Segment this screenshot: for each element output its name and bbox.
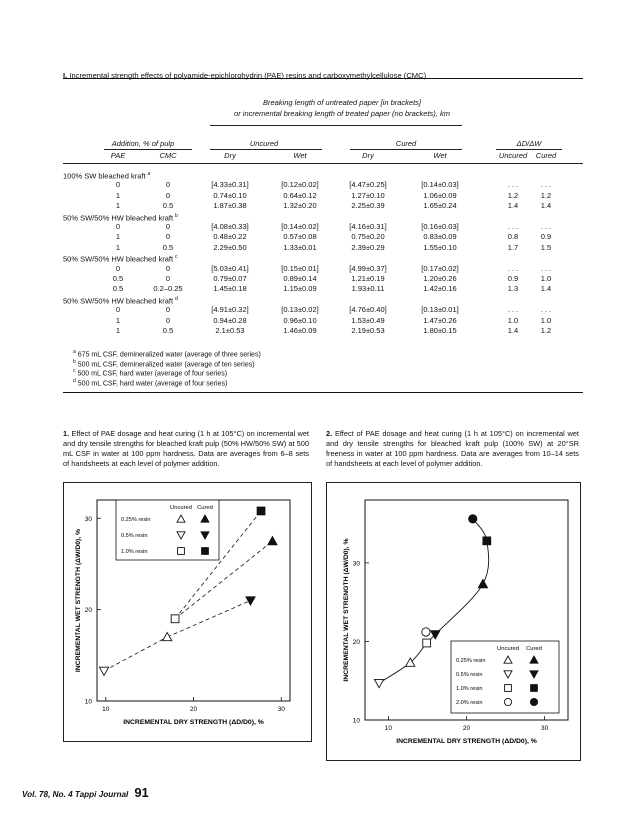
table-cell: [0.13±0.01] bbox=[421, 305, 459, 315]
x-tick-label: 30 bbox=[540, 725, 549, 732]
table-cell: 1.4 bbox=[540, 284, 552, 294]
table-cell: 1.33±0.01 bbox=[283, 242, 317, 252]
table-cell: 1 bbox=[115, 326, 121, 335]
table-cell: 1.2 bbox=[540, 326, 552, 335]
table-cell: 1.42±0.16 bbox=[423, 284, 457, 294]
table-cell: 2.25±0.39 bbox=[351, 201, 385, 211]
table-cell: 0 bbox=[165, 274, 171, 283]
table-cell: 0 bbox=[115, 222, 121, 231]
y-tick-label: 20 bbox=[352, 638, 360, 646]
figure1-caption-text: Effect of PAE dosage and heat curing (1 h at 105°C) on incremental wet and dry tensile strengths for bleached kraft pulp (50% HW/50% SW) at 500 mL CSF in water at 100 ppm hardness. Data are averages from 6–8 sets of handsheets at each level of polymer addition. bbox=[63, 429, 309, 468]
uncured-wet-subheader: Wet bbox=[293, 151, 307, 160]
span-head-rule bbox=[210, 125, 462, 126]
footnote-text: 675 mL CSF, demineralized water (average of three series) bbox=[77, 351, 261, 359]
table-cell: [4.91±0.32] bbox=[211, 305, 249, 315]
footnote-mark: b bbox=[73, 358, 76, 365]
table-cell: 1.5 bbox=[540, 242, 552, 252]
y-tick-label: 20 bbox=[84, 607, 92, 615]
legend-uncured-header: Uncured bbox=[497, 646, 519, 652]
table-cell: 0.2–0.25 bbox=[153, 284, 183, 294]
table-cell: 1.06±0.09 bbox=[423, 190, 457, 200]
square-marker bbox=[171, 615, 179, 623]
table-cell: . . . bbox=[540, 263, 552, 273]
cured-rule bbox=[350, 149, 462, 150]
table-cell: 1.4 bbox=[507, 326, 519, 335]
figure1-chart bbox=[64, 483, 311, 741]
table-cell: 1.93±0.11 bbox=[351, 284, 385, 294]
triangle-up-marker bbox=[268, 537, 277, 545]
legend-item-label: 1.0% resin bbox=[121, 549, 148, 555]
legend-item-label: 0.5% resin bbox=[456, 672, 483, 678]
table-cell: 0 bbox=[115, 180, 121, 190]
x-tick-label: 30 bbox=[277, 706, 285, 713]
legend-item-label: 1.0% resin bbox=[456, 686, 483, 692]
table-cell: . . . bbox=[507, 180, 519, 190]
table-cell: [5.03±0.41] bbox=[211, 263, 249, 273]
table-cell: 1.3 bbox=[507, 284, 519, 294]
x-tick-label: 20 bbox=[189, 706, 198, 713]
x-axis-label: INCREMENTAL DRY STRENGTH (ΔD/D0), % bbox=[396, 738, 537, 745]
y-axis-label: INCREMENTAL WET STRENGTH (ΔW/D0), % bbox=[75, 528, 82, 673]
y-axis-label: INCREMENTAL WET STRENGTH (ΔW/D0), % bbox=[343, 538, 350, 682]
table-cell: 0 bbox=[115, 263, 121, 273]
page-number: 91 bbox=[134, 785, 149, 800]
table-cell: 2.29±0.50 bbox=[213, 242, 247, 252]
table-cell: 1.4 bbox=[507, 201, 519, 211]
figure2-chart bbox=[327, 483, 580, 760]
figure2-number: 2. bbox=[326, 429, 333, 438]
table-cell: 0.48±0.22 bbox=[213, 232, 247, 242]
group-label bbox=[63, 212, 178, 223]
table-cell: 0.5 bbox=[112, 274, 124, 283]
table-cell: 0.5 bbox=[112, 284, 124, 294]
footnote-mark: c bbox=[73, 368, 76, 375]
x-tick-label: 10 bbox=[384, 725, 393, 732]
table-cell: 1.46±0.09 bbox=[283, 326, 317, 335]
table-cell: [0.14±0.03] bbox=[421, 180, 459, 190]
table-cell: 0 bbox=[165, 180, 171, 190]
addition-header: Addition, % of pulp bbox=[111, 139, 175, 148]
trend-line bbox=[104, 637, 167, 671]
table-cell: 0.5 bbox=[162, 242, 174, 252]
table-cell: 1.4 bbox=[540, 201, 552, 211]
table-cell: 0.5 bbox=[162, 326, 174, 335]
footnote-text: 500 mL CSF, demineralized water (average of ten series) bbox=[77, 360, 255, 368]
legend-item-label: 0.5% resin bbox=[121, 533, 148, 539]
uncured-header: Uncured bbox=[249, 139, 279, 148]
triangle-down-marker bbox=[374, 679, 383, 687]
figure2-caption bbox=[326, 429, 579, 469]
legend-uncured-header: Uncured bbox=[170, 505, 192, 511]
table-number: I. bbox=[63, 71, 68, 80]
square-marker bbox=[178, 548, 185, 555]
table-cell: 1.47±0.26 bbox=[423, 315, 457, 325]
triangle-up-marker bbox=[163, 632, 172, 640]
circle-marker bbox=[504, 698, 511, 705]
table-cell: 0 bbox=[115, 305, 121, 315]
figure1-frame bbox=[63, 482, 312, 742]
table-cell: [4.08±0.33] bbox=[211, 222, 249, 231]
table-cell: 1.15±0.09 bbox=[283, 284, 317, 294]
cured-header: Cured bbox=[395, 139, 417, 148]
table-cell: 2.19±0.53 bbox=[351, 326, 385, 335]
table-cell: 0 bbox=[165, 190, 171, 200]
circle-marker bbox=[530, 698, 537, 705]
table-cell: 0.9 bbox=[507, 274, 519, 283]
table-cell: 1 bbox=[115, 201, 121, 211]
table-cell: 0.79±0.07 bbox=[213, 274, 247, 283]
table-cell: 1.65±0.24 bbox=[423, 201, 457, 211]
table-cell: 0.8 bbox=[507, 232, 519, 242]
table-cell: . . . bbox=[507, 305, 519, 315]
table-cell: 0.74±0.10 bbox=[213, 190, 247, 200]
table-cell: 1.55±0.10 bbox=[423, 242, 457, 252]
figure2-frame bbox=[326, 482, 581, 761]
ratio-rule bbox=[496, 149, 562, 150]
ratio-header: ΔD/ΔW bbox=[516, 139, 542, 148]
table-cell: 1.0 bbox=[507, 315, 519, 325]
table-cell: . . . bbox=[540, 222, 552, 231]
footnote bbox=[73, 377, 227, 388]
table-cell: 1.21±0.19 bbox=[351, 274, 385, 283]
figure2-caption-text: Effect of PAE dosage and heat curing (1 h at 105°C) on incremental wet and dry tensile strengths for bleached kraft pulp (100% SW) at 20°SR freeness in water at 100 ppm hardness. Data are averages from 10–14 sets of handsheets at each level of polymer addition. bbox=[326, 429, 579, 468]
circle-marker bbox=[469, 515, 477, 523]
table-cell: 0.94±0.28 bbox=[213, 315, 247, 325]
group-label-text: 50% SW/50% HW bleached kraft bbox=[63, 213, 174, 223]
cured-wet-subheader: Wet bbox=[433, 151, 447, 160]
uncured-rule bbox=[210, 149, 322, 150]
table-cell: [4.47±0.25] bbox=[349, 180, 387, 190]
group-label bbox=[63, 295, 178, 306]
table-cell: 0.64±0.12 bbox=[283, 190, 317, 200]
header-rule bbox=[63, 163, 583, 164]
square-marker bbox=[483, 537, 491, 545]
x-axis-label: INCREMENTAL DRY STRENGTH (ΔD/D0), % bbox=[123, 719, 264, 726]
figure1-caption bbox=[63, 429, 309, 469]
triangle-down-marker bbox=[99, 667, 108, 675]
table-cell: 0.75±0.20 bbox=[351, 232, 385, 242]
table-cell: [4.99±0.37] bbox=[349, 263, 387, 273]
table-cell: [0.17±0.02] bbox=[421, 263, 459, 273]
table-cell: 1.2 bbox=[507, 190, 519, 200]
group-label bbox=[63, 253, 178, 264]
footnote-text: 500 mL CSF, hard water (average of four series) bbox=[77, 380, 228, 388]
table-cell: 2.1±0.53 bbox=[215, 326, 245, 335]
table-cell: [0.12±0.02] bbox=[281, 180, 319, 190]
table-cell: 1.0 bbox=[540, 274, 552, 283]
table-cell: 0 bbox=[165, 315, 171, 325]
table-cell: . . . bbox=[507, 222, 519, 231]
figure1-number: 1. bbox=[63, 429, 70, 438]
uncured-dry-subheader: Dry bbox=[224, 151, 236, 160]
table-cell: . . . bbox=[540, 180, 552, 190]
table-cell: 1.0 bbox=[540, 315, 552, 325]
circle-marker bbox=[422, 628, 430, 636]
span-head-2: or incremental breaking length of treated paper (no brackets), km bbox=[234, 109, 450, 118]
group-label bbox=[63, 170, 150, 181]
ratio-uncured-subheader: Uncured bbox=[498, 151, 528, 160]
table-cell: 0.5 bbox=[162, 201, 174, 211]
table-cell: 0.83±0.09 bbox=[423, 232, 457, 242]
table-cell: [0.13±0.02] bbox=[281, 305, 319, 315]
span-head-1: Breaking length of untreated paper [in brackets] bbox=[262, 98, 422, 107]
table-cell: [0.14±0.02] bbox=[281, 222, 319, 231]
table-cell: 1.2 bbox=[540, 190, 552, 200]
group-label-text: 50% SW/50% HW bleached kraft bbox=[63, 296, 174, 306]
table-cell: 1.20±0.26 bbox=[423, 274, 457, 283]
table-cell: 1.32±0.20 bbox=[283, 201, 317, 211]
journal-name: Vol. 78, No. 4 Tappi Journal bbox=[22, 790, 129, 799]
table-cell: 0 bbox=[165, 263, 171, 273]
table-cell: 0.9 bbox=[540, 232, 552, 242]
table-cell: [4.16±0.31] bbox=[349, 222, 387, 231]
group-label-text: 50% SW/50% HW bleached kraft bbox=[63, 254, 174, 264]
legend-item-label: 2.0% resin bbox=[456, 700, 483, 706]
table-cell: [0.15±0.01] bbox=[281, 263, 319, 273]
legend-item-label: 0.25% resin bbox=[121, 517, 151, 523]
table-cell: 1.7 bbox=[507, 242, 519, 252]
cmc-subheader: CMC bbox=[159, 151, 177, 160]
group-footnote-mark: c bbox=[175, 254, 178, 261]
table-cell: 0.89±0.14 bbox=[283, 274, 317, 283]
x-tick-label: 20 bbox=[462, 725, 471, 732]
triangle-down-marker bbox=[246, 597, 255, 605]
table-cell: 0 bbox=[165, 232, 171, 242]
table-cell: . . . bbox=[507, 263, 519, 273]
table-cell: [4.76±0.40] bbox=[349, 305, 387, 315]
table-cell: 0.96±0.10 bbox=[283, 315, 317, 325]
legend-cured-header: Cured bbox=[526, 646, 542, 652]
y-tick-label: 10 bbox=[84, 698, 92, 706]
group-footnote-mark: b bbox=[175, 212, 178, 219]
cured-dry-subheader: Dry bbox=[362, 151, 374, 160]
table-cell: 1.45±0.18 bbox=[213, 284, 247, 294]
table-cell: . . . bbox=[540, 305, 552, 315]
table-cell: [0.16±0.03] bbox=[421, 222, 459, 231]
footnote-mark: a bbox=[73, 349, 76, 355]
square-marker bbox=[505, 685, 512, 692]
legend-item-label: 0.25% resin bbox=[456, 658, 486, 664]
table-cell: 1.53±0.49 bbox=[351, 315, 385, 325]
square-marker bbox=[423, 639, 431, 647]
square-marker bbox=[531, 685, 538, 692]
y-tick-label: 30 bbox=[352, 560, 360, 568]
table-cell: 1.27±0.10 bbox=[351, 190, 385, 200]
legend-cured-header: Cured bbox=[197, 505, 213, 511]
table-cell: 1 bbox=[115, 190, 121, 200]
x-tick-label: 10 bbox=[102, 706, 110, 713]
triangle-up-marker bbox=[478, 579, 487, 587]
table-cell: 1.80±0.15 bbox=[423, 326, 457, 335]
group-footnote-mark: d bbox=[175, 295, 178, 302]
table-cell: 0.57±0.08 bbox=[283, 232, 317, 242]
table-cell: 1.87±0.38 bbox=[213, 201, 247, 211]
table-cell: 1 bbox=[115, 232, 121, 242]
page-footer bbox=[22, 785, 149, 800]
square-marker bbox=[257, 507, 265, 515]
ratio-cured-subheader: Cured bbox=[535, 151, 557, 160]
table-cell: [4.33±0.31] bbox=[211, 180, 249, 190]
y-tick-label: 10 bbox=[352, 717, 360, 725]
square-marker bbox=[202, 548, 209, 555]
y-tick-label: 30 bbox=[84, 515, 92, 523]
table-cell: 1 bbox=[115, 315, 121, 325]
addition-rule bbox=[104, 149, 192, 150]
table-cell: 0 bbox=[165, 305, 171, 315]
footnote-mark: d bbox=[73, 377, 76, 384]
footnote-text: 500 mL CSF, hard water (average of four series) bbox=[77, 370, 228, 378]
group-footnote-mark: a bbox=[147, 171, 151, 177]
trend-line bbox=[167, 601, 250, 638]
table-cell: 1 bbox=[115, 242, 121, 252]
table-cell: 2.39±0.29 bbox=[351, 242, 385, 252]
table-cell: 0 bbox=[165, 222, 171, 231]
table-title-text: Incremental strength effects of polyamide-epichlorohydrin (PAE) resins and carboxymethylcellulose (CMC) bbox=[69, 71, 427, 80]
group-label-text: 100% SW bleached kraft bbox=[63, 171, 146, 181]
pae-subheader: PAE bbox=[110, 151, 126, 160]
